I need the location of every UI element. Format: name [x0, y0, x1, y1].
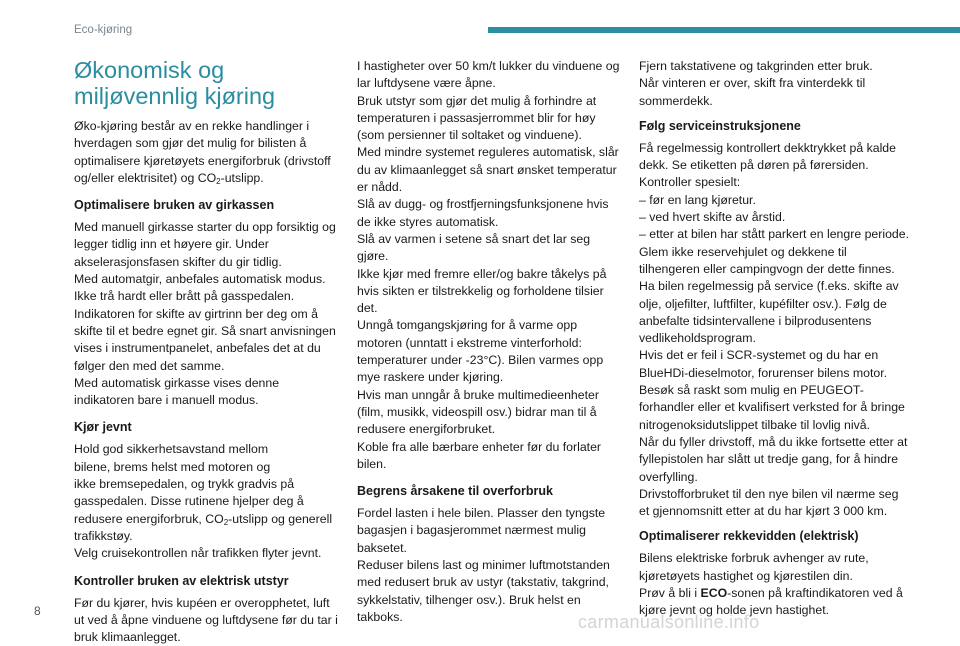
column-1: [74, 58, 342, 646]
drive-smoothly-text-end: -utslipp og generell trafikkstøy. Velg cruisekontrollen når trafikken flyter jevnt.: [74, 511, 333, 561]
range-paragraph: [639, 550, 909, 619]
electrical-equipment-paragraph: Før du kjører, hvis kupéen er overopphetet, luft ut ved å åpne vinduene og luftdysene før du tar i bruk klimaanlegget.: [74, 595, 338, 645]
header-accent-bar: [488, 27, 960, 33]
drive-smoothly-paragraph: [74, 441, 342, 562]
co2-subscript: 2: [223, 517, 229, 527]
overconsumption-continued: Fjern takstativene og takgrinden etter bruk. Når vinteren er over, skift fra vinterdekk til sommerdekk.: [639, 59, 873, 108]
range-text: Bilens elektriske forbruk avhenger av rute, kjøretøyets hastighet og kjørestilen din. Prøv å bli i: [639, 551, 869, 601]
heading-service: Følg serviceinstruksjonene: [639, 118, 801, 133]
intro-text-end: -utslipp.: [220, 170, 264, 185]
heading-drive-smoothly: Kjør jevnt: [74, 420, 132, 435]
overconsumption-paragraph: Fordel lasten i hele bilen. Plasser den tyngste bagasjen i bagasjerommet nærmest mulig baksetet. Reduser bilens last og minimer luftmotstanden med redusert bruk av ustyr (takstativ, takgrind, sykkelstativ, tilhenger osv.). Bruk helst en takboks.: [357, 506, 610, 624]
column-2: [357, 58, 621, 626]
service-paragraph: Få regelmessig kontrollert dekktrykket på kalde dekk. Se etiketten på døren på førersiden. Kontroller spesielt: – før en lang kjøretur. – ved hvert skifte av årstid. – etter at bilen har stått parkert en lengre periode. Glem ikke reservehjulet og dekkene til tilhengeren eller campingvogn der dette finnes. Ha bilen regelmessig på service (f.eks. skifte av olje, oljefilter, luftfilter, kupéfilter osv.). Følg de anbefalte tidsintervallene i bilprodusentens vedlikeholdsprogram. Hvis det er feil i SCR-systemet og du har en BlueHDi-dieselmotor, forurenser bilens motor. Besøk så raskt som mulig en PEUGEOT-forhandler eller et kvalifisert verksted for å bringe nitrogenoksidutslippet tilbake til lovlig nivå. Når du fyller drivstoff, må du ikke fortsette etter at fyllepistolen har slått ut tredje gang, for å hindre overfylling. Drivstofforbruket til den nye bilen vil nærme seg et gjennomsnitt etter at du har kjørt 3 000 km.: [639, 140, 910, 519]
intro-paragraph: [74, 118, 342, 187]
range-text-end: -sonen på kraftindikatoren ved å kjøre jevnt og holde jevn hastighet.: [639, 586, 903, 618]
heading-gearbox: Optimalisere bruken av girkassen: [74, 198, 275, 213]
intro-text: Øko-kjøring består av en rekke handlinger i hverdagen som gjør det mulig for bilisten å optimalisere kjøretøyets energiforbruk (drivstoff og/eller elektrisitet) og CO: [74, 119, 331, 185]
heading-electrical-equipment: Kontroller bruken av elektrisk utstyr: [74, 573, 289, 588]
heading-range-optimisation: Optimaliserer rekkevidden (elektrisk): [639, 529, 859, 544]
heading-overconsumption: Begrens årsakene til overforbruk: [357, 484, 553, 499]
page-title: Økonomisk og miljøvennlig kjøring: [74, 57, 276, 109]
page-number: 8: [34, 604, 41, 618]
gearbox-paragraph: Med manuell girkasse starter du opp forsiktig og legger tidlig inn et høyere gir. Under akselerasjonsfasen skifter du gir tidlig. Med automatgir, anbefales automatisk modus. Ikke trå hardt eller brått på gasspedalen. Indikatoren for skifte av girtrinn ber deg om å skifte til et bedre egnet gir. Så snart anvisningen vises i instrumentpanelet, anbefales det at du følger den med det samme. Med automatisk girkasse vises denne indikatoren bare i manuell modus.: [74, 220, 336, 408]
section-label: Eco-kjøring: [74, 24, 133, 36]
drive-smoothly-text: Hold god sikkerhetsavstand mellom bilene, brems helst med motoren og ikke bremsepedalen, og trykk gradvis på gasspedalen. Disse rutinene hjelper deg å redusere energiforbruk, CO: [74, 442, 304, 526]
watermark: carmanualsonline.info: [578, 612, 760, 632]
electrical-equipment-continued: I hastigheter over 50 km/t lukker du vinduene og lar luftdysene være åpne. Bruk utstyr som gjør det mulig å forhindre at temperaturen i passasjerrommet blir for høy (som persienner til soltaket og vinduene). Med mindre systemet reguleres automatisk, slår du av klimaanlegget så snart ønsket temperatur er nådd. Slå av dugg- og frostfjerningsfunksjonene hvis de ikke styres automatisk. Slå av varmen i setene så snart det lar seg gjøre. Ikke kjør med fremre eller/og bakre tåkelys på hvis sikten er tilstrekkelig og forholdene tilsier det. Unngå tomgangskjøring for å varme opp motoren (unntatt i ekstreme vinterforhold: temperaturer under -23°C). Bilen varmes opp mye raskere under kjøring. Hvis man unngår å bruke multimedieenheter (film, musikk, videospill osv.) bidrar man til å redusere energiforbruket. Koble fra alle bærbare enheter før du forlater bilen.: [357, 59, 620, 471]
column-3: [639, 58, 909, 620]
co2-subscript: 2: [216, 176, 221, 186]
eco-label: ECO: [700, 586, 728, 601]
